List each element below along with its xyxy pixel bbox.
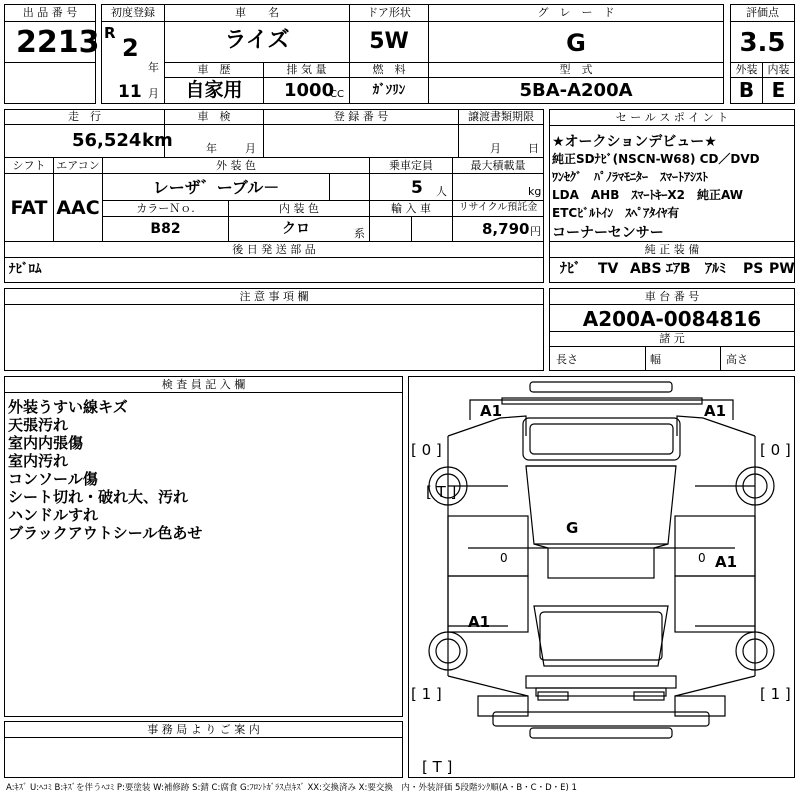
max-load-label: 最大積載量: [470, 159, 526, 172]
door-type: 5W: [369, 29, 409, 54]
office-label: 事 務 局 よ り ご 案 内: [147, 723, 260, 736]
transfer-label: 譲渡書類期限: [468, 110, 534, 123]
mark-roof: G: [566, 519, 579, 537]
mileage-label: 走 行: [68, 110, 101, 123]
legend: A:ｷｽﾞ U:ﾍｺﾐ B:ｷｽﾞを伴うﾍｺﾐ P:要塗装 W:補修跡 S:錆 C:腐食 G:ﾌﾛﾝﾄｶﾞﾗｽ点ｷｽﾞ XX:交換済み X:要交換 内・外装評価 5段階ﾗﾝｸ順(A・B・C・D・E) 1: [6, 783, 577, 793]
equipment-item: ABS: [630, 261, 662, 277]
inspector-note: 室内内張傷: [8, 434, 84, 452]
small-mark-left: 0: [500, 551, 508, 565]
capacity-unit: 人: [436, 185, 447, 198]
grade: G: [566, 29, 586, 57]
int-color: クロ: [282, 221, 310, 237]
displacement-label: 排 気 量: [286, 63, 327, 76]
office-cell: [4, 737, 403, 778]
chassis-number: A200A-0084816: [582, 307, 762, 331]
inspector-note: ブラックアウトシール色あせ: [8, 524, 203, 542]
height-label: 高さ: [726, 353, 748, 366]
history-label: 車 歴: [197, 63, 231, 76]
inspection-label: 車 検: [197, 110, 231, 123]
equipment-item: ｱﾙﾐ: [705, 261, 726, 277]
recycle-label: リサイクル預託金: [458, 202, 538, 213]
color-no-label: カラーＮｏ.: [136, 202, 195, 215]
equipment-item: PS: [743, 261, 764, 277]
mark-right-side: A1: [715, 553, 738, 571]
mileage: 56,524: [72, 130, 142, 151]
mark-front-left: A1: [480, 402, 503, 420]
model-label: 型 式: [559, 63, 593, 76]
sales-point-line: ﾜﾝｾｸﾞ ﾊﾟﾉﾗﾏﾓﾆﾀｰ ｽﾏｰﾄｱｼｽﾄ: [552, 170, 709, 184]
color-no: B82: [150, 221, 181, 237]
mark-left-side: A1: [468, 613, 491, 631]
transfer-day-unit: 日: [528, 142, 539, 155]
first-reg-label: 初度登録: [111, 6, 155, 19]
exterior-label: 外装: [735, 63, 758, 76]
import-label: 輸 入 車: [391, 202, 431, 215]
later-parts-label: 後 日 発 送 部 品: [232, 243, 316, 256]
registration-label: 登 録 番 号: [333, 110, 389, 123]
month-unit: 月: [148, 87, 159, 100]
mileage-unit: km: [142, 130, 173, 151]
capacity-label: 乗車定員: [389, 159, 433, 172]
tire-spare: [ T ]: [426, 483, 457, 501]
capacity: 5: [411, 178, 423, 198]
inspector-note: 外装うすい線キズ: [8, 398, 128, 416]
int-color-label: 内 装 色: [279, 202, 319, 215]
first-reg-year: 2: [122, 34, 139, 62]
width-label: 幅: [650, 353, 661, 366]
inspector-note: ハンドルすれ: [8, 506, 99, 524]
fuel: ｶﾞｿﾘﾝ: [372, 83, 406, 98]
score-label: 評価点: [746, 6, 779, 19]
sales-point-line: 純正SDﾅﾋﾞ(NSCN-W68) CD／DVD: [552, 152, 760, 166]
cautions-cell: [4, 304, 544, 371]
later-parts: ﾅﾋﾞﾛﾑ: [9, 262, 42, 277]
equipment-item: TV: [598, 261, 619, 277]
inspector-note: 天張汚れ: [8, 416, 69, 434]
cautions-label: 注 意 事 項 欄: [239, 290, 309, 303]
grade-label: グ レ ー ド: [537, 6, 615, 19]
equipment-item: ﾅﾋﾞ: [560, 261, 581, 277]
interior-label: 内装: [767, 63, 790, 76]
fuel-label: 燃 料: [372, 63, 406, 76]
factory-equipment-label: 純 正 装 備: [644, 243, 700, 256]
car-name-label: 車 名: [235, 6, 279, 19]
model: 5BA-A200A: [519, 80, 633, 101]
first-reg-month: 11: [118, 82, 142, 102]
chassis-label: 車 台 番 号: [644, 290, 700, 303]
ac: AAC: [56, 197, 100, 219]
sales-point-line: ★オークションデビュー★: [552, 134, 717, 150]
equipment-item: PW: [769, 261, 795, 277]
registration-cell: [263, 124, 459, 158]
shift: FAT: [10, 197, 48, 219]
tire-trunk: [ T ]: [422, 758, 453, 776]
history: 自家用: [185, 79, 243, 101]
mark-front-right: A1: [704, 402, 727, 420]
length-label: 長さ: [556, 353, 578, 366]
sales-point-line: ETCﾋﾞﾙﾄｲﾝ ｽﾍﾟｱﾀｲﾔ有: [552, 206, 680, 220]
small-mark-right: 0: [698, 551, 706, 565]
inspector-label: 検 査 員 記 入 欄: [161, 378, 246, 391]
lot-label: 出 品 番 号: [22, 6, 78, 19]
ext-color-extra-cell: [329, 173, 370, 201]
exterior-grade: B: [738, 78, 755, 102]
year-unit: 年: [148, 61, 159, 74]
import-divider: [411, 216, 412, 242]
inspector-note: シート切れ・破れ大、汚れ: [8, 488, 189, 506]
recycle: 8,790: [482, 220, 530, 238]
int-color-unit: 系: [354, 227, 365, 240]
ac-label: エアコン: [56, 159, 100, 172]
displacement-unit: CC: [330, 89, 344, 100]
shift-label: シフト: [12, 159, 46, 172]
sales-points-label: セ ー ル ス ポ イ ン ト: [615, 111, 729, 124]
inspector-note: コンソール傷: [8, 470, 98, 488]
tire-front-right: [ 0 ]: [760, 441, 791, 459]
era-mark: R: [104, 24, 116, 42]
dimensions-label: 諸 元: [659, 332, 685, 345]
inspection-month-unit: 月: [245, 142, 256, 155]
max-load-unit: kg: [528, 185, 542, 198]
ext-color: レーザ゛ーブル－: [152, 178, 280, 197]
later-parts-cell: [4, 257, 544, 283]
inspection-year-unit: 年: [206, 142, 217, 155]
car-diagram: [408, 376, 795, 778]
interior-grade: E: [771, 78, 786, 102]
door-label: ドア形状: [367, 6, 411, 19]
lot-number: 2213: [16, 25, 100, 60]
tire-rear-right: [ 1 ]: [760, 685, 791, 703]
equipment-item: ｴｱB: [666, 261, 691, 277]
displacement: 1000: [284, 80, 335, 101]
car-name: ライズ: [224, 28, 290, 53]
sales-point-line: コーナーセンサー: [552, 225, 664, 241]
recycle-unit: 円: [530, 225, 541, 238]
lot-blank-cell: [4, 62, 96, 104]
ext-color-label: 外 装 色: [216, 159, 256, 172]
inspector-note: 室内汚れ: [8, 452, 69, 470]
score: 3.5: [739, 28, 786, 58]
sales-point-line: LDA AHB ｽﾏｰﾄｷｰX2 純正AW: [552, 188, 743, 202]
transfer-month-unit: 月: [490, 142, 501, 155]
tire-rear-left: [ 1 ]: [411, 685, 442, 703]
tire-front-left: [ 0 ]: [411, 441, 442, 459]
